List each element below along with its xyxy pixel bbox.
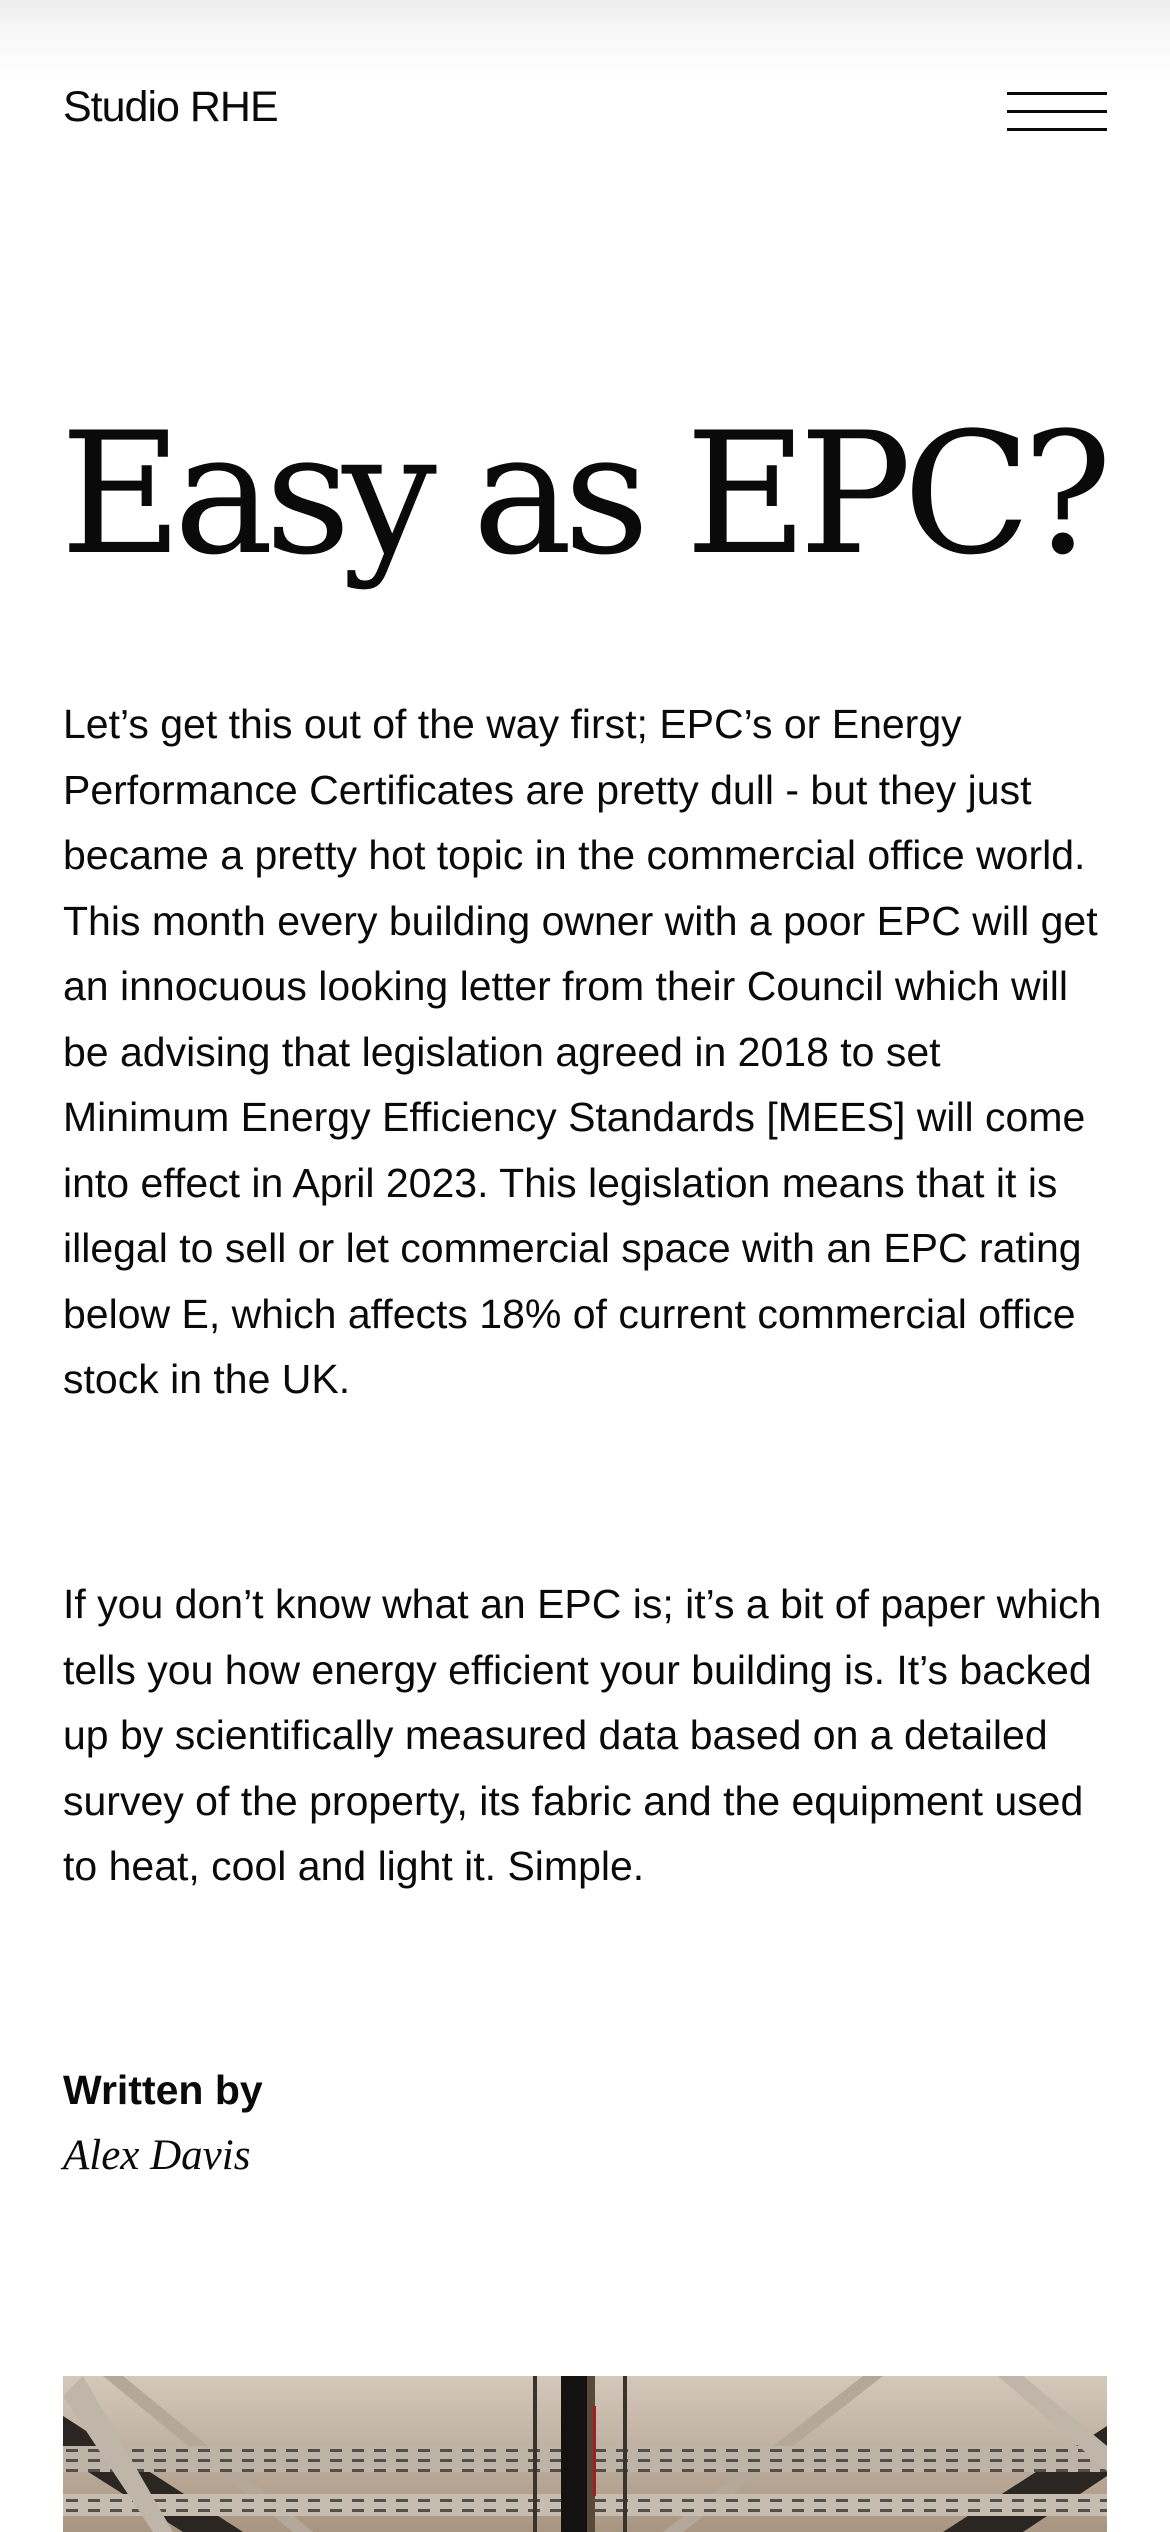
article-title: Easy as EPC? bbox=[60, 396, 1104, 592]
studio-logo[interactable]: Studio RHE bbox=[63, 83, 278, 131]
article-hero-image bbox=[63, 2376, 1107, 2532]
article-paragraph: Let’s get this out of the way first; EPC’s or Energy Performance Certificates are pretty dull - but they just became a pretty hot topic in the commercial office world. This month every building owner with a poor EPC will get an innocuous looking letter from their Council which will be advising that legislation agreed in 2018 to set Minimum Energy Efficiency Standards [MEES] will come into effect in April 2023. This legislation means that it is illegal to sell or let commercial space with an EPC rating below E, which affects 18% of current commercial office stock in the UK. bbox=[63, 701, 1098, 1402]
written-by-label: Written by bbox=[63, 2067, 263, 2113]
hamburger-menu-icon[interactable] bbox=[1007, 90, 1107, 136]
menu-line bbox=[1007, 128, 1107, 131]
author-name: Alex Davis bbox=[63, 2132, 251, 2179]
menu-line bbox=[1007, 92, 1107, 95]
menu-line bbox=[1007, 110, 1107, 113]
article-paragraph: If you don’t know what an EPC is; it’s a bit of paper which tells you how energy efficient your building is. It’s backed up by scientifically measured data based on a detailed survey of the property, its fabric and the equipment used to heat, cool and light it. Simple. bbox=[63, 1581, 1102, 1889]
ceiling-photo-illustration bbox=[63, 2376, 1107, 2532]
